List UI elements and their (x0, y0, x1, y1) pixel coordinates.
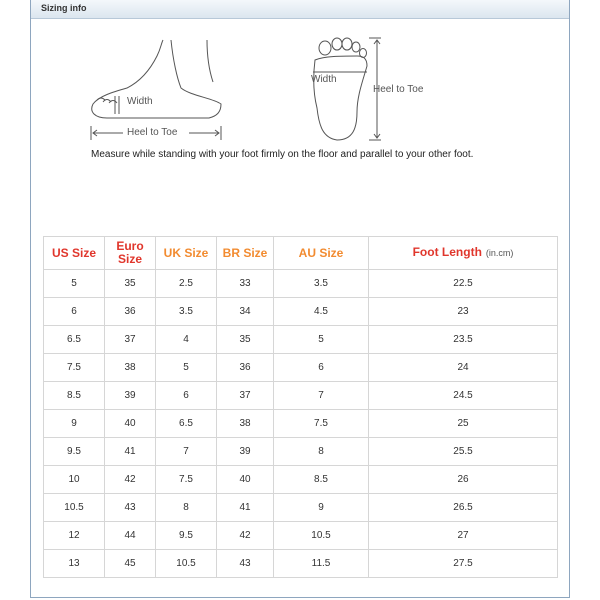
cell-euro-size: 36 (105, 298, 156, 326)
cell-euro-size: 43 (105, 494, 156, 522)
top-width-label: Width (311, 74, 337, 85)
cell-us-size: 8.5 (44, 382, 105, 410)
header-foot-length (369, 237, 558, 270)
cell-foot-length: 24.5 (369, 382, 558, 410)
cell-foot-length: 24 (369, 354, 558, 382)
cell-au-size: 7.5 (274, 410, 369, 438)
header-euro-size-label: Euro Size (116, 239, 144, 266)
size-chart-body (44, 270, 558, 578)
measurement-instruction: Measure while standing with your foot firmly on the floor and parallel to your other foot. (91, 149, 474, 160)
cell-euro-size: 41 (105, 438, 156, 466)
header-us-size: US Size (44, 237, 105, 270)
header-euro-size (105, 237, 156, 270)
size-chart-header-row (44, 237, 558, 270)
cell-au-size: 4.5 (274, 298, 369, 326)
cell-au-size: 6 (274, 354, 369, 382)
cell-foot-length: 27.5 (369, 550, 558, 578)
cell-br-size: 42 (217, 522, 274, 550)
cell-br-size: 43 (217, 550, 274, 578)
cell-uk-size: 3.5 (156, 298, 217, 326)
cell-foot-length: 25.5 (369, 438, 558, 466)
header-foot-length-label: Foot Length (412, 245, 482, 259)
cell-euro-size: 42 (105, 466, 156, 494)
cell-us-size: 5 (44, 270, 105, 298)
cell-foot-length: 26.5 (369, 494, 558, 522)
cell-uk-size: 7 (156, 438, 217, 466)
table-row (44, 494, 558, 522)
sizing-info-panel (30, 0, 570, 598)
cell-au-size: 9 (274, 494, 369, 522)
table-row (44, 410, 558, 438)
table-row (44, 550, 558, 578)
cell-uk-size: 9.5 (156, 522, 217, 550)
table-row (44, 354, 558, 382)
cell-euro-size: 45 (105, 550, 156, 578)
cell-br-size: 41 (217, 494, 274, 522)
cell-euro-size: 38 (105, 354, 156, 382)
cell-us-size: 12 (44, 522, 105, 550)
cell-au-size: 8.5 (274, 466, 369, 494)
side-width-marker (115, 96, 119, 114)
cell-au-size: 3.5 (274, 270, 369, 298)
cell-uk-size: 10.5 (156, 550, 217, 578)
cell-br-size: 36 (217, 354, 274, 382)
size-chart-table (43, 236, 558, 578)
header-foot-length-unit: (in.cm) (485, 248, 514, 258)
table-row (44, 298, 558, 326)
side-foot-illustration (92, 40, 221, 118)
table-row (44, 438, 558, 466)
cell-euro-size: 39 (105, 382, 156, 410)
cell-uk-size: 6.5 (156, 410, 217, 438)
cell-au-size: 8 (274, 438, 369, 466)
header-au-size: AU Size (274, 237, 369, 270)
cell-us-size: 9 (44, 410, 105, 438)
cell-us-size: 6.5 (44, 326, 105, 354)
cell-uk-size: 5 (156, 354, 217, 382)
cell-foot-length: 23.5 (369, 326, 558, 354)
cell-us-size: 10.5 (44, 494, 105, 522)
table-row (44, 522, 558, 550)
cell-br-size: 37 (217, 382, 274, 410)
table-row (44, 466, 558, 494)
cell-us-size: 10 (44, 466, 105, 494)
cell-foot-length: 22.5 (369, 270, 558, 298)
table-row (44, 270, 558, 298)
cell-br-size: 35 (217, 326, 274, 354)
cell-uk-size: 6 (156, 382, 217, 410)
table-row (44, 382, 558, 410)
top-heel-to-toe-label: Heel to Toe (373, 84, 424, 95)
cell-foot-length: 23 (369, 298, 558, 326)
cell-uk-size: 7.5 (156, 466, 217, 494)
foot-measurement-diagram (31, 0, 569, 145)
cell-euro-size: 35 (105, 270, 156, 298)
cell-foot-length: 25 (369, 410, 558, 438)
cell-au-size: 5 (274, 326, 369, 354)
cell-foot-length: 27 (369, 522, 558, 550)
cell-br-size: 40 (217, 466, 274, 494)
cell-us-size: 13 (44, 550, 105, 578)
cell-us-size: 6 (44, 298, 105, 326)
side-heel-to-toe-label: Heel to Toe (127, 127, 178, 138)
side-width-label: Width (127, 96, 153, 107)
cell-euro-size: 44 (105, 522, 156, 550)
cell-foot-length: 26 (369, 466, 558, 494)
cell-br-size: 39 (217, 438, 274, 466)
cell-us-size: 7.5 (44, 354, 105, 382)
header-uk-size: UK Size (156, 237, 217, 270)
panel-title: Sizing info (41, 3, 87, 13)
cell-au-size: 10.5 (274, 522, 369, 550)
cell-euro-size: 40 (105, 410, 156, 438)
cell-au-size: 11.5 (274, 550, 369, 578)
cell-euro-size: 37 (105, 326, 156, 354)
top-foot-illustration (313, 38, 367, 140)
cell-uk-size: 4 (156, 326, 217, 354)
cell-uk-size: 2.5 (156, 270, 217, 298)
table-row (44, 326, 558, 354)
cell-au-size: 7 (274, 382, 369, 410)
cell-us-size: 9.5 (44, 438, 105, 466)
cell-br-size: 33 (217, 270, 274, 298)
cell-br-size: 34 (217, 298, 274, 326)
cell-uk-size: 8 (156, 494, 217, 522)
header-br-size: BR Size (217, 237, 274, 270)
cell-br-size: 38 (217, 410, 274, 438)
